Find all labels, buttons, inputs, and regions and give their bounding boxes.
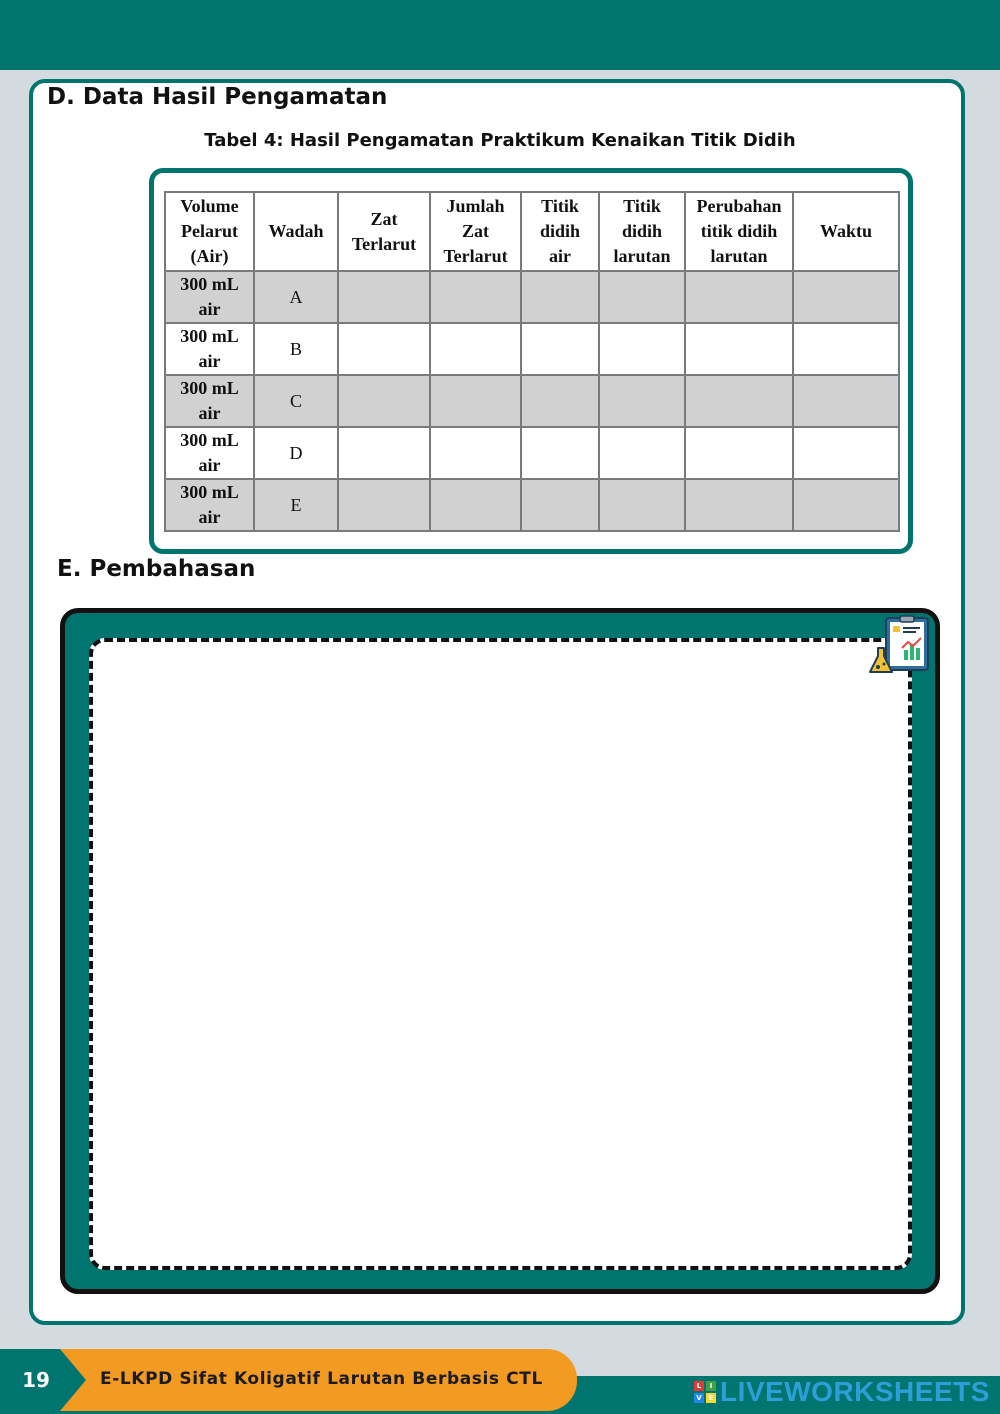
- cell-volume: [165, 323, 254, 375]
- cell-input[interactable]: [521, 323, 599, 375]
- footer-title: E-LKPD Sifat Koligatif Larutan Berbasis CTL: [100, 1369, 543, 1389]
- cell-input[interactable]: [430, 271, 521, 323]
- cell-wadah: D: [254, 427, 338, 479]
- liveworksheets-logo[interactable]: [694, 1376, 990, 1407]
- cell-input[interactable]: [599, 323, 685, 375]
- header-line: didih: [539, 221, 581, 241]
- cell-input[interactable]: [793, 479, 899, 531]
- cell-input[interactable]: [521, 375, 599, 427]
- table-row: [165, 271, 899, 323]
- cell-line: 300 mL: [180, 482, 239, 502]
- logo-squares-icon: [694, 1381, 716, 1403]
- cell-input[interactable]: [685, 375, 793, 427]
- observation-table: [164, 191, 900, 532]
- header-line: Waktu: [819, 221, 873, 241]
- logo-letter: L: [694, 1381, 704, 1391]
- cell-input[interactable]: [338, 271, 430, 323]
- page-number: 19: [22, 1368, 50, 1392]
- logo-text: LIVEWORKSHEETS: [720, 1376, 990, 1407]
- cell-input[interactable]: [521, 271, 599, 323]
- cell-input[interactable]: [599, 271, 685, 323]
- cell-line: 300 mL: [180, 378, 239, 398]
- cell-input[interactable]: [430, 323, 521, 375]
- header-line: Titik: [623, 196, 661, 216]
- header-line: Perubahan: [696, 196, 782, 216]
- section-e-heading: E. Pembahasan: [57, 556, 256, 582]
- header-line: Wadah: [268, 221, 324, 241]
- header-line: Jumlah: [446, 196, 505, 216]
- header-line: (Air): [190, 246, 229, 266]
- header-volume: [165, 192, 254, 271]
- header-line: larutan: [613, 246, 671, 266]
- header-line: Zat: [462, 221, 489, 241]
- cell-input[interactable]: [338, 427, 430, 479]
- cell-input[interactable]: [338, 375, 430, 427]
- header-line: Titik: [541, 196, 579, 216]
- header-line: didih: [621, 221, 663, 241]
- header-wadah: [254, 192, 338, 271]
- discussion-answer-area[interactable]: [89, 638, 912, 1270]
- table-row: [165, 323, 899, 375]
- cell-input[interactable]: [793, 375, 899, 427]
- cell-input[interactable]: [521, 427, 599, 479]
- cell-volume: [165, 479, 254, 531]
- cell-line: 300 mL: [180, 430, 239, 450]
- header-line: Pelarut: [181, 221, 238, 241]
- cell-line: air: [198, 455, 221, 475]
- cell-volume: [165, 427, 254, 479]
- cell-input[interactable]: [338, 323, 430, 375]
- header-line: larutan: [710, 246, 768, 266]
- cell-input[interactable]: [685, 323, 793, 375]
- cell-volume: [165, 375, 254, 427]
- header-titik-didih-larutan: [599, 192, 685, 271]
- logo-letter: V: [694, 1393, 704, 1403]
- cell-line: air: [198, 299, 221, 319]
- cell-input[interactable]: [430, 479, 521, 531]
- cell-input[interactable]: [521, 479, 599, 531]
- cell-input[interactable]: [430, 427, 521, 479]
- table-row: [165, 375, 899, 427]
- cell-line: air: [198, 351, 221, 371]
- cell-input[interactable]: [793, 427, 899, 479]
- cell-input[interactable]: [338, 479, 430, 531]
- chart-report-flask-icon: [868, 614, 932, 678]
- cell-line: 300 mL: [180, 274, 239, 294]
- cell-wadah: B: [254, 323, 338, 375]
- logo-letter: I: [706, 1381, 716, 1391]
- cell-line: 300 mL: [180, 326, 239, 346]
- cell-line: air: [198, 507, 221, 527]
- header-waktu: [793, 192, 899, 271]
- header-line: titik didih: [700, 221, 778, 241]
- section-d-heading: D. Data Hasil Pengamatan: [47, 84, 388, 110]
- cell-input[interactable]: [685, 427, 793, 479]
- cell-wadah: C: [254, 375, 338, 427]
- cell-input[interactable]: [685, 271, 793, 323]
- cell-volume: [165, 271, 254, 323]
- header-perubahan-titik-didih: [685, 192, 793, 271]
- header-titik-didih-air: [521, 192, 599, 271]
- cell-input[interactable]: [685, 479, 793, 531]
- cell-input[interactable]: [430, 375, 521, 427]
- table-header-row: [165, 192, 899, 271]
- table-row: [165, 427, 899, 479]
- header-line: Zat: [370, 208, 398, 229]
- header-line: Volume: [180, 196, 239, 216]
- logo-letter: E: [706, 1393, 716, 1403]
- cell-input[interactable]: [599, 375, 685, 427]
- cell-input[interactable]: [793, 323, 899, 375]
- cell-input[interactable]: [599, 427, 685, 479]
- table-caption: Tabel 4: Hasil Pengamatan Praktikum Kenaikan Titik Didih: [204, 130, 796, 151]
- cell-wadah: E: [254, 479, 338, 531]
- top-banner: [0, 0, 1000, 70]
- cell-input[interactable]: [793, 271, 899, 323]
- header-line: Terlarut: [443, 246, 508, 266]
- table-row: [165, 479, 899, 531]
- cell-input[interactable]: [599, 479, 685, 531]
- header-line: air: [549, 246, 571, 266]
- header-line: Terlarut: [351, 233, 417, 254]
- cell-line: air: [198, 403, 221, 423]
- header-jumlah-zat-terlarut: [430, 192, 521, 271]
- cell-wadah: A: [254, 271, 338, 323]
- header-zat-terlarut: [338, 192, 430, 271]
